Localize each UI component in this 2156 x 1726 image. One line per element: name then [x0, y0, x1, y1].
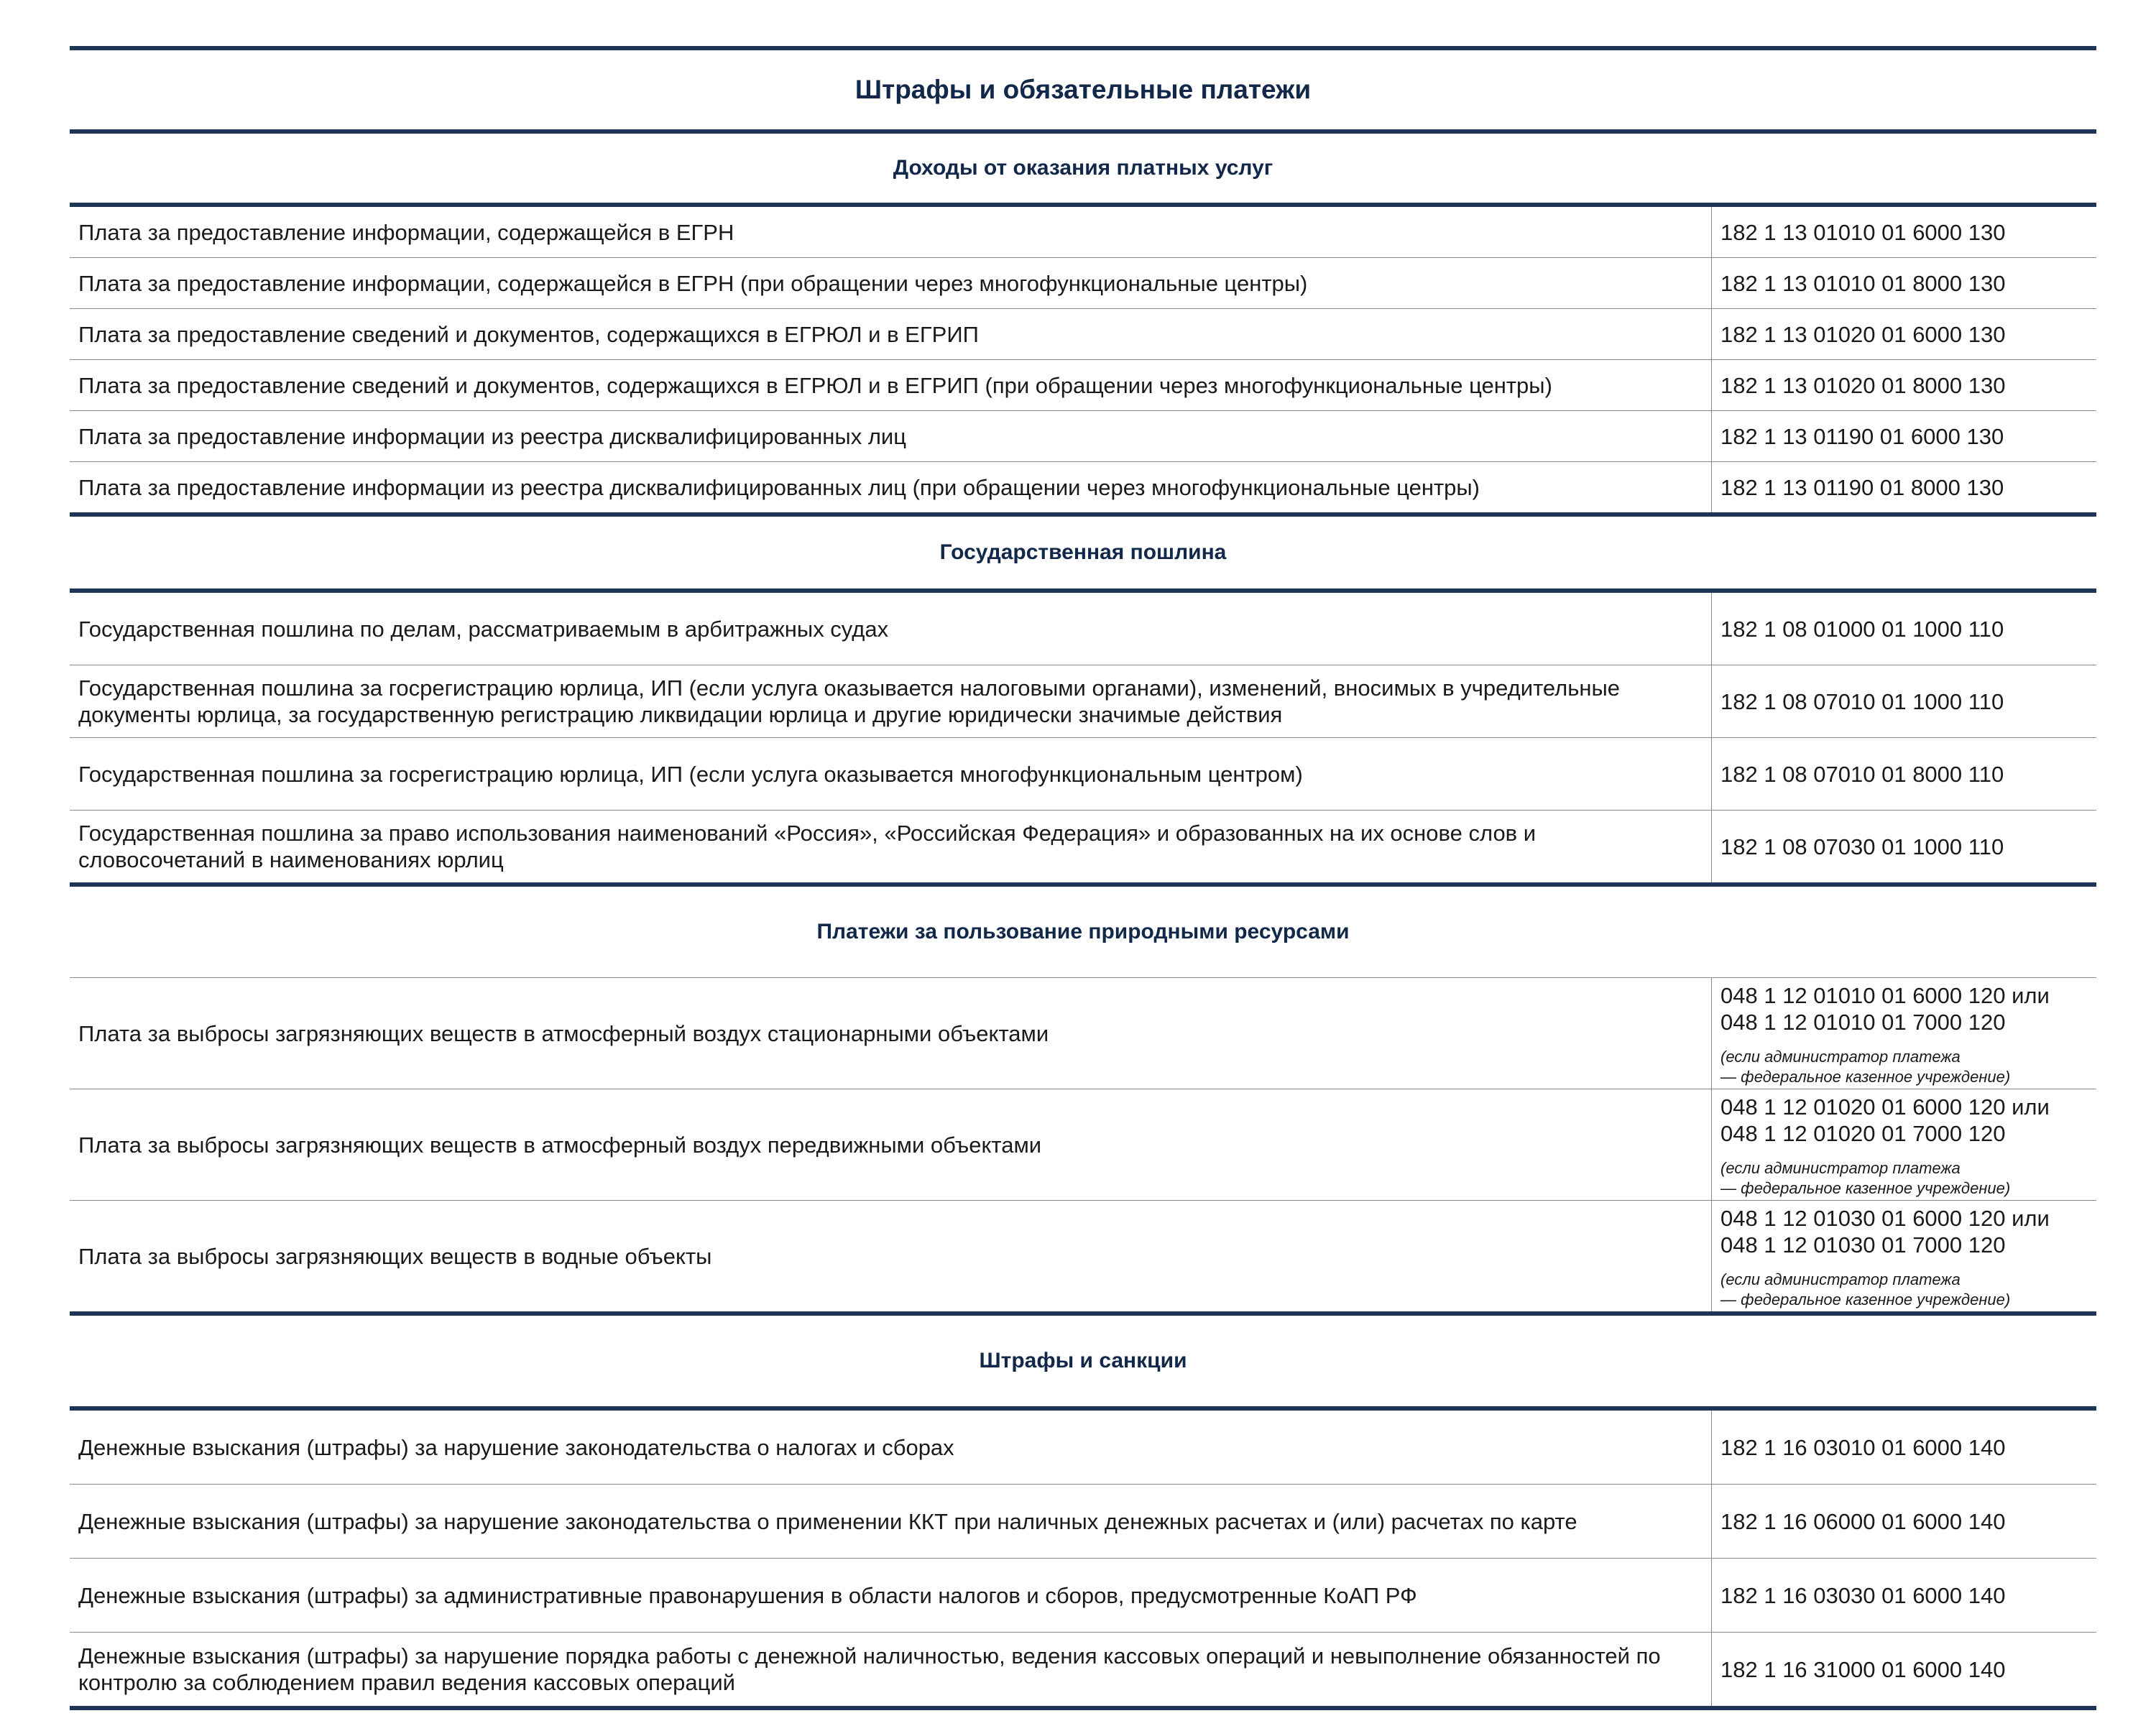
- table-row: [70, 593, 2096, 665]
- row-name: Плата за выбросы загрязняющих веществ в атмосферный воздух стационарными объектами: [70, 978, 1712, 1089]
- row-code: 182 1 16 31000 01 6000 140: [1720, 1656, 2006, 1682]
- table-row: [70, 462, 2096, 512]
- section-rows-natural-resources: [70, 978, 2096, 1316]
- row-code: 182 1 13 01190 01 6000 130: [1720, 423, 2004, 449]
- table-row: [70, 360, 2096, 411]
- code-note: [1720, 1270, 2010, 1310]
- row-code: 182 1 13 01020 01 8000 130: [1720, 372, 2006, 398]
- table-row: [70, 411, 2096, 462]
- page-title: Штрафы и обязательные платежи: [70, 50, 2096, 134]
- table-row: [70, 1485, 2096, 1559]
- fees-document: [70, 46, 2096, 1710]
- row-name: Плата за предоставление сведений и документов, содержащихся в ЕГРЮЛ и в ЕГРИП: [70, 309, 1712, 359]
- table-row: [70, 258, 2096, 309]
- row-name: Государственная пошлина по делам, рассматриваемым в арбитражных судах: [70, 593, 1712, 665]
- table-row: [70, 1089, 2096, 1201]
- code-line: 048 1 12 01030 01 7000 120: [1720, 1232, 2006, 1257]
- row-code: 182 1 16 03010 01 6000 140: [1720, 1434, 2006, 1460]
- table-row: [70, 1201, 2096, 1311]
- code-line: 048 1 12 01020 01 7000 120: [1720, 1121, 2006, 1146]
- row-code: [1712, 978, 2096, 1089]
- row-code: 182 1 16 06000 01 6000 140: [1720, 1508, 2006, 1534]
- row-name: Государственная пошлина за госрегистрацию юрлица, ИП (если услуга оказывается налоговыми органами), изменений, вносимых в учредительные документы юрлица, за государственную регистрацию ликвидации юрлица и другие юридически значимые действия: [70, 665, 1712, 737]
- section-title-fines: Штрафы и санкции: [70, 1316, 2096, 1411]
- row-code: 182 1 13 01010 01 8000 130: [1720, 270, 2006, 296]
- row-code: [1712, 1089, 2096, 1200]
- code-line: 048 1 12 01020 01 6000 120 или: [1720, 1094, 2050, 1120]
- table-row: [70, 811, 2096, 882]
- row-name: Плата за предоставление информации, содержащейся в ЕГРН (при обращении через многофункциональные центры): [70, 258, 1712, 308]
- row-code: 182 1 13 01020 01 6000 130: [1720, 321, 2006, 347]
- note-line: — федеральное казенное учреждение): [1720, 1291, 2011, 1309]
- section-rows-state-duty: [70, 593, 2096, 887]
- row-code: 182 1 13 01010 01 6000 130: [1720, 219, 2006, 245]
- note-line: — федеральное казенное учреждение): [1720, 1068, 2011, 1086]
- table-row: [70, 738, 2096, 811]
- row-code: 182 1 08 07030 01 1000 110: [1720, 834, 2004, 859]
- note-line: (если администратор платежа: [1720, 1159, 1961, 1177]
- code-line: 048 1 12 01010 01 6000 120 или: [1720, 983, 2050, 1008]
- section-title-natural-resources: Платежи за пользование природными ресурсами: [70, 887, 2096, 978]
- row-code: 182 1 08 07010 01 8000 110: [1720, 761, 2004, 787]
- row-name: Плата за выбросы загрязняющих веществ в водные объекты: [70, 1201, 1712, 1311]
- row-name: Государственная пошлина за право использования наименований «Россия», «Российская Федерация» и образованных на их основе слов и словосочетаний в наименованиях юрлиц: [70, 811, 1712, 882]
- table-row: [70, 1633, 2096, 1706]
- code-note: [1720, 1158, 2010, 1199]
- row-name: Плата за предоставление информации из реестра дисквалифицированных лиц: [70, 411, 1712, 461]
- table-row: [70, 309, 2096, 360]
- code-note: [1720, 1047, 2010, 1087]
- row-name: Плата за выбросы загрязняющих веществ в атмосферный воздух передвижными объектами: [70, 1089, 1712, 1200]
- row-name: Денежные взыскания (штрафы) за нарушение законодательства о применении ККТ при наличных денежных расчетах и (или) расчетах по карте: [70, 1485, 1712, 1558]
- code-line: 048 1 12 01030 01 6000 120 или: [1720, 1206, 2050, 1231]
- row-code: 182 1 08 01000 01 1000 110: [1720, 616, 2004, 642]
- row-name: Денежные взыскания (штрафы) за нарушение законодательства о налогах и сборах: [70, 1411, 1712, 1484]
- note-line: (если администратор платежа: [1720, 1270, 1961, 1288]
- row-name: Плата за предоставление информации из реестра дисквалифицированных лиц (при обращении через многофункциональные центры): [70, 462, 1712, 512]
- section-rows-paid-services: [70, 207, 2096, 517]
- table-row: [70, 1559, 2096, 1633]
- note-line: (если администратор платежа: [1720, 1048, 1961, 1066]
- row-name: Плата за предоставление сведений и документов, содержащихся в ЕГРЮЛ и в ЕГРИП (при обращении через многофункциональные центры): [70, 360, 1712, 410]
- section-rows-fines: [70, 1411, 2096, 1710]
- table-row: [70, 665, 2096, 738]
- section-title-paid-services: Доходы от оказания платных услуг: [70, 134, 2096, 207]
- note-line: — федеральное казенное учреждение): [1720, 1179, 2011, 1197]
- row-code: 182 1 13 01190 01 8000 130: [1720, 474, 2004, 500]
- table-row: [70, 207, 2096, 258]
- section-title-state-duty: Государственная пошлина: [70, 517, 2096, 593]
- row-code: 182 1 16 03030 01 6000 140: [1720, 1582, 2006, 1608]
- row-code: [1712, 1201, 2096, 1311]
- table-row: [70, 978, 2096, 1089]
- row-code: 182 1 08 07010 01 1000 110: [1720, 688, 2004, 714]
- table-row: [70, 1411, 2096, 1485]
- row-name: Плата за предоставление информации, содержащейся в ЕГРН: [70, 207, 1712, 257]
- row-name: Денежные взыскания (штрафы) за административные правонарушения в области налогов и сборов, предусмотренные КоАП РФ: [70, 1559, 1712, 1632]
- row-name: Государственная пошлина за госрегистрацию юрлица, ИП (если услуга оказывается многофункциональным центром): [70, 738, 1712, 810]
- row-name: Денежные взыскания (штрафы) за нарушение порядка работы с денежной наличностью, ведения кассовых операций и невыполнение обязанностей по контролю за соблюдением правил ведения кассовых операций: [70, 1633, 1712, 1706]
- code-line: 048 1 12 01010 01 7000 120: [1720, 1010, 2006, 1035]
